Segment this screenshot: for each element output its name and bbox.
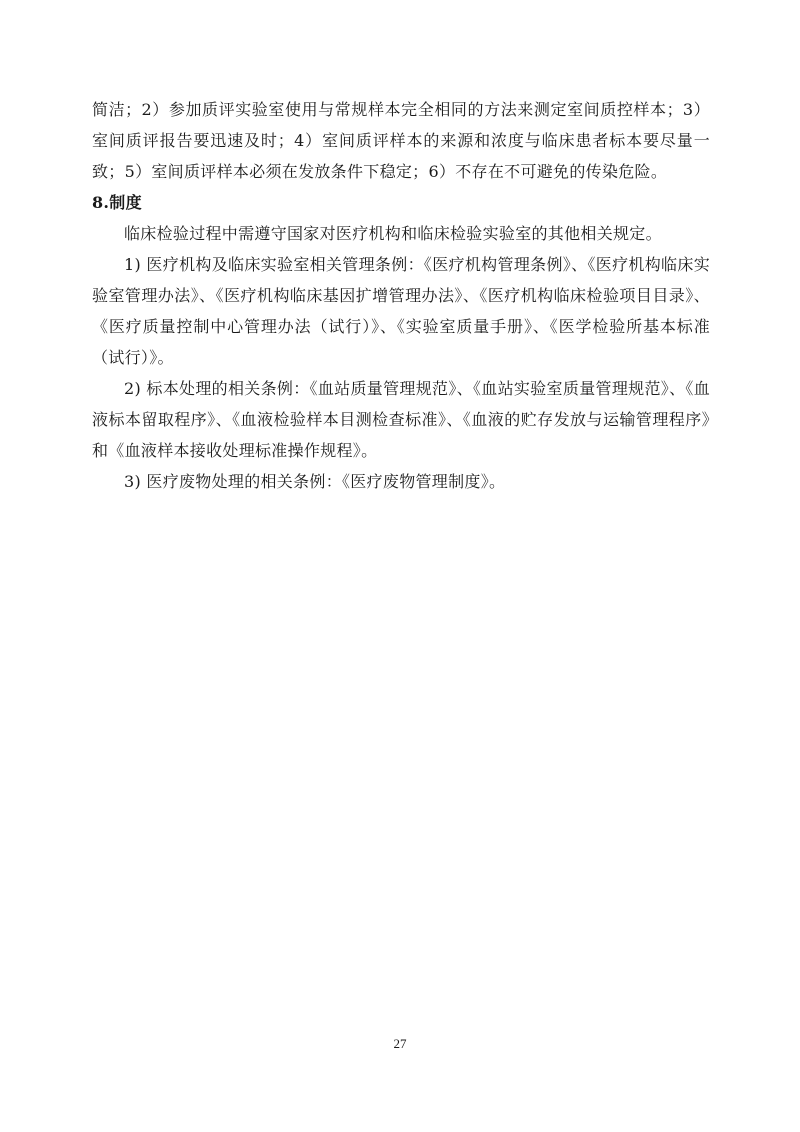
section-heading: 8.制度 <box>92 193 142 212</box>
section-intro: 临床检验过程中需遵守国家对医疗机构和临床检验实验室的其他相关规定。 <box>124 224 662 243</box>
document-body <box>92 94 710 497</box>
continued-paragraph: 简洁；2）参加质评实验室使用与常规样本完全相同的方法来测定室间质控样本；3）室间质评报告要迅速及时；4）室间质评样本的来源和浓度与临床患者标本要尽量一致；5）室间质评样本必须在发放条件下稳定；6）不存在不可避免的传染危险。 <box>92 100 710 181</box>
list-item: 1) 医疗机构及临床实验室相关管理条例：《医疗机构管理条例》、《医疗机构临床实验室管理办法》、《医疗机构临床基因扩增管理办法》、《医疗机构临床检验项目目录》、《医疗质量控制中心管理办法（试行）》、《实验室质量手册》、《医学检验所基本标准（试行）》。 <box>92 255 710 367</box>
list-item: 3) 医疗废物处理的相关条例：《医疗废物管理制度》。 <box>124 472 506 491</box>
page-number: 27 <box>393 1036 407 1051</box>
list-item: 2) 标本处理的相关条例：《血站质量管理规范》、《血站实验室质量管理规范》、《血液标本留取程序》、《血液检验样本目测检查标准》、《血液的贮存发放与运输管理程序》和《血液样本接收处理标准操作规程》。 <box>92 379 710 460</box>
